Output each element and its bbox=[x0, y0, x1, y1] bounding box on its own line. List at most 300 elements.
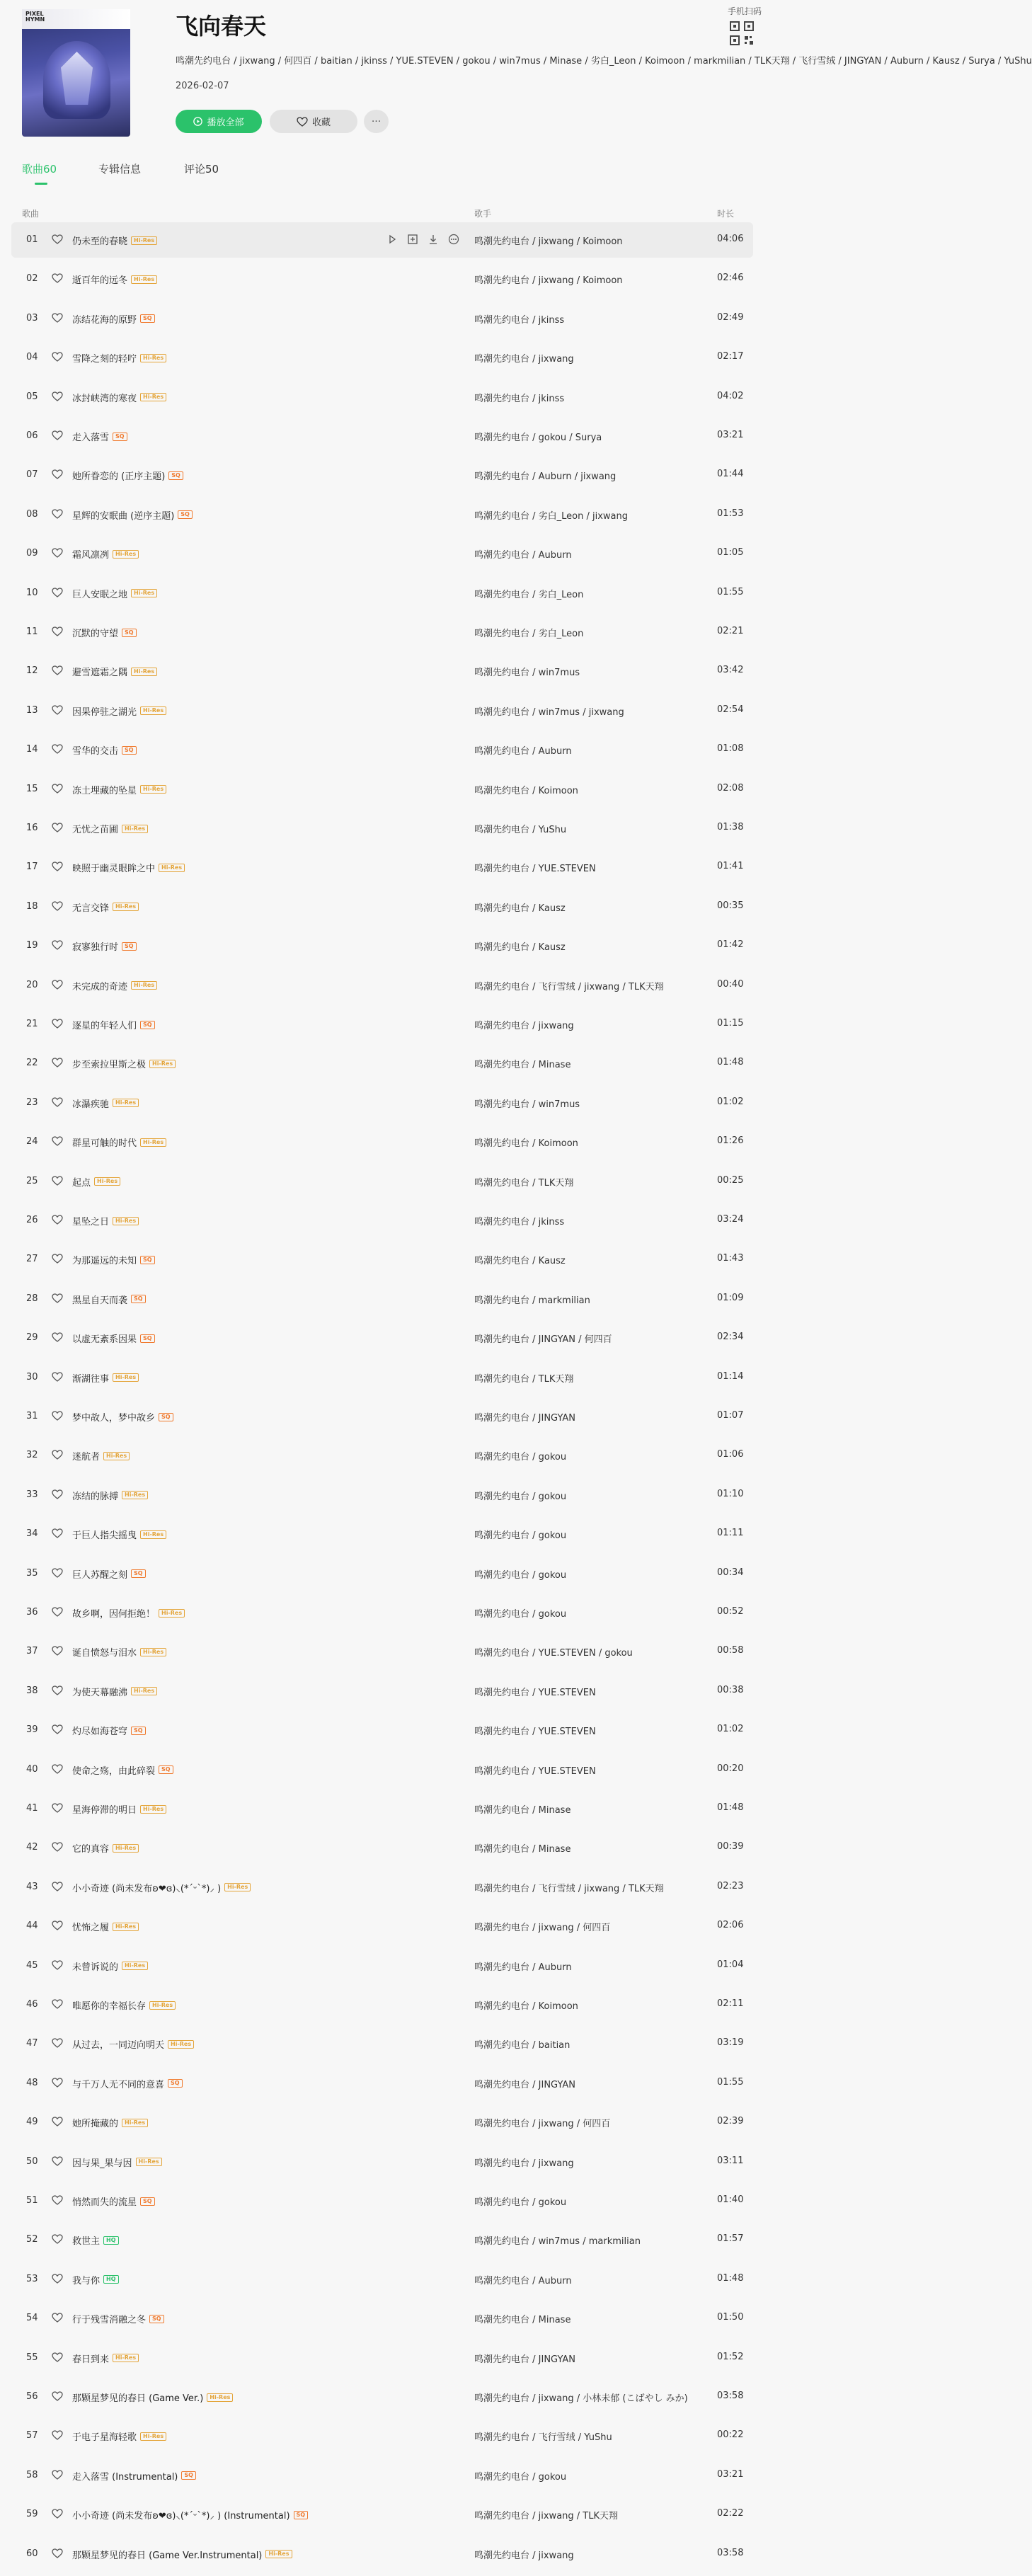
heart-icon[interactable] bbox=[52, 2273, 63, 2284]
song-title-cell[interactable] bbox=[72, 430, 127, 443]
song-singer[interactable]: 鸣潮先约电台 / win7mus bbox=[474, 1099, 580, 1110]
song-row[interactable] bbox=[11, 1242, 753, 1277]
song-row[interactable] bbox=[11, 2536, 753, 2572]
song-singer[interactable]: 鸣潮先约电台 / win7mus / markmilian bbox=[474, 2236, 641, 2248]
song-singer[interactable]: 鸣潮先约电台 / gokou bbox=[474, 2471, 567, 2483]
song-title[interactable]: 我与你 bbox=[72, 2275, 101, 2286]
heart-icon[interactable] bbox=[52, 351, 63, 362]
heart-icon[interactable] bbox=[52, 2077, 63, 2088]
song-title-cell[interactable] bbox=[72, 2233, 119, 2247]
song-row[interactable] bbox=[11, 1046, 753, 1081]
song-title-cell[interactable] bbox=[72, 1567, 146, 1581]
song-title-cell[interactable] bbox=[72, 273, 157, 286]
heart-icon[interactable] bbox=[52, 469, 63, 480]
add-icon[interactable] bbox=[406, 232, 420, 246]
song-singer[interactable]: 鸣潮先约电台 / YUE.STEVEN bbox=[474, 1727, 596, 1738]
song-title[interactable]: 起点 bbox=[72, 1177, 91, 1189]
song-singer[interactable]: 鸣潮先约电台 / jixwang bbox=[474, 354, 574, 365]
song-singer[interactable]: 鸣潮先约电台 / 飞行雪绒 / jixwang / TLK天翔 bbox=[474, 981, 664, 992]
song-title[interactable]: 雪华的交击 bbox=[72, 746, 119, 757]
song-title-cell[interactable] bbox=[72, 1371, 139, 1385]
song-singer[interactable]: 鸣潮先约电台 / Auburn bbox=[474, 550, 572, 561]
tab-album-info[interactable]: 专辑信息 bbox=[98, 163, 142, 176]
song-row[interactable] bbox=[11, 811, 753, 846]
song-title[interactable]: 未完成的奇迹 bbox=[72, 981, 128, 992]
song-singer[interactable]: 鸣潮先约电台 / YuShu bbox=[474, 825, 567, 835]
song-singer[interactable]: 鸣潮先约电台 / Minase bbox=[474, 2315, 571, 2326]
song-title[interactable]: 沉默的守望 bbox=[72, 629, 119, 639]
song-title[interactable]: 雪降之刻的轻咛 bbox=[72, 354, 137, 365]
song-title[interactable]: 于巨人指尖摇曳 bbox=[72, 1530, 137, 1542]
song-title-cell[interactable] bbox=[72, 1841, 139, 1855]
song-row[interactable] bbox=[11, 536, 753, 571]
song-row[interactable] bbox=[11, 1399, 753, 1434]
heart-icon[interactable] bbox=[52, 2312, 63, 2323]
song-row[interactable] bbox=[11, 2105, 753, 2140]
heart-icon[interactable] bbox=[52, 743, 63, 755]
song-row[interactable] bbox=[11, 576, 753, 611]
song-singer[interactable]: 鸣潮先约电台 / markmilian bbox=[474, 1295, 590, 1306]
song-singer[interactable]: 鸣潮先约电台 / jkinss bbox=[474, 314, 565, 326]
song-title-cell[interactable] bbox=[72, 822, 148, 835]
song-singer[interactable]: 鸣潮先约电台 / Minase bbox=[474, 1060, 571, 1071]
song-singer[interactable]: 鸣潮先约电台 / Kausz bbox=[474, 942, 566, 954]
song-row[interactable] bbox=[11, 1870, 753, 1905]
song-title-cell[interactable] bbox=[72, 1410, 173, 1424]
song-row[interactable] bbox=[11, 849, 753, 885]
song-title-cell[interactable] bbox=[72, 2273, 119, 2286]
song-row[interactable] bbox=[11, 261, 753, 297]
heart-icon[interactable] bbox=[52, 430, 63, 441]
song-title[interactable]: 唯愿你的幸福长存 bbox=[72, 2001, 147, 2012]
song-title[interactable]: 因果停驻之湖光 bbox=[72, 706, 137, 718]
song-singer[interactable]: 鸣潮先约电台 / JINGYAN bbox=[474, 2079, 576, 2090]
heart-icon[interactable] bbox=[52, 2469, 63, 2480]
heart-icon[interactable] bbox=[52, 1645, 63, 1656]
song-singer[interactable]: 鸣潮先约电台 / YUE.STEVEN bbox=[474, 1687, 596, 1698]
heart-icon[interactable] bbox=[52, 1175, 63, 1186]
song-row[interactable] bbox=[11, 968, 753, 1003]
song-title-cell[interactable] bbox=[72, 743, 137, 757]
song-title[interactable]: 从过去，一同迈向明天 bbox=[72, 2040, 165, 2051]
favorite-button[interactable] bbox=[270, 110, 357, 133]
song-title-cell[interactable] bbox=[72, 704, 166, 718]
play-icon[interactable] bbox=[385, 232, 399, 246]
song-row[interactable] bbox=[11, 340, 753, 375]
song-title[interactable]: 忧怖之履 bbox=[72, 1923, 110, 1934]
heart-icon[interactable] bbox=[52, 1841, 63, 1853]
song-title-cell[interactable] bbox=[72, 1920, 139, 1933]
song-title-cell[interactable] bbox=[72, 1135, 166, 1149]
heart-icon[interactable] bbox=[52, 1018, 63, 1029]
song-title[interactable]: 无忧之苗圃 bbox=[72, 825, 119, 835]
song-row[interactable] bbox=[11, 1007, 753, 1042]
song-title-cell[interactable] bbox=[72, 2156, 162, 2169]
song-singer[interactable]: 鸣潮先约电台 / baitian bbox=[474, 2040, 571, 2051]
song-row[interactable] bbox=[11, 1360, 753, 1395]
album-artists[interactable]: 鸣潮先约电台 / jixwang / 何四百 / baitian / jkinss / YUE.STEVEN / gokou / win7mus / Minase / 劣白_Leon / Koimoon / markmilian / TLK天翔 / 飞行雪绒 / JINGYAN / Auburn / Kausz / Surya / YuShu bbox=[176, 56, 1032, 67]
song-title-cell[interactable] bbox=[72, 1645, 166, 1659]
song-title[interactable]: 她所眷恋的 (正序主题) bbox=[72, 471, 166, 483]
song-title-cell[interactable] bbox=[72, 1018, 155, 1031]
song-row[interactable] bbox=[11, 1673, 753, 1709]
song-row[interactable] bbox=[11, 1556, 753, 1591]
song-row[interactable] bbox=[11, 1712, 753, 1748]
song-title[interactable]: 无言交锋 bbox=[72, 903, 110, 914]
song-title[interactable]: 小小奇迹 (尚未发布ʚ❤︎ɞ)⸜(*ˊᵕˋ*)⸝ ) bbox=[72, 1883, 222, 1894]
song-row[interactable] bbox=[11, 1595, 753, 1630]
song-title-cell[interactable] bbox=[72, 1293, 146, 1306]
song-title-cell[interactable] bbox=[72, 1802, 166, 1816]
heart-icon[interactable] bbox=[52, 312, 63, 324]
song-title[interactable]: 迷航者 bbox=[72, 1452, 101, 1463]
song-singer[interactable]: 鸣潮先约电台 / Auburn / jixwang bbox=[474, 471, 617, 483]
song-title-cell[interactable] bbox=[72, 1253, 155, 1266]
song-title-cell[interactable] bbox=[72, 1763, 173, 1777]
song-row[interactable] bbox=[11, 1948, 753, 1983]
song-singer[interactable]: 鸣潮先约电台 / gokou / Surya bbox=[474, 433, 602, 443]
song-row[interactable] bbox=[11, 2262, 753, 2297]
song-title-cell[interactable] bbox=[72, 1332, 155, 1345]
heart-icon[interactable] bbox=[52, 1489, 63, 1500]
song-title[interactable]: 以虚无紊系因果 bbox=[72, 1334, 137, 1346]
song-title[interactable]: 走入落雪 bbox=[72, 433, 110, 443]
song-row[interactable] bbox=[11, 732, 753, 767]
song-row[interactable] bbox=[11, 2222, 753, 2257]
song-singer[interactable]: 鸣潮先约电台 / TLK天翔 bbox=[474, 1373, 574, 1385]
song-row[interactable] bbox=[11, 1477, 753, 1513]
song-singer[interactable]: 鸣潮先约电台 / jixwang / 小林未郁 (こばやし みか) bbox=[474, 2393, 688, 2404]
song-title[interactable]: 使命之殇，由此碎裂 bbox=[72, 1765, 156, 1777]
song-title[interactable]: 为使天幕融沸 bbox=[72, 1687, 128, 1698]
song-singer[interactable]: 鸣潮先约电台 / JINGYAN bbox=[474, 1413, 576, 1424]
song-title-cell[interactable] bbox=[72, 2429, 166, 2443]
song-singer[interactable]: 鸣潮先约电台 / Auburn bbox=[474, 2275, 572, 2286]
song-row[interactable] bbox=[11, 1908, 753, 1944]
song-singer[interactable]: 鸣潮先约电台 / win7mus bbox=[474, 668, 580, 679]
heart-icon[interactable] bbox=[52, 234, 63, 245]
heart-icon[interactable] bbox=[52, 900, 63, 912]
song-title-cell[interactable] bbox=[72, 234, 157, 247]
song-title-cell[interactable] bbox=[72, 1057, 176, 1070]
heart-icon[interactable] bbox=[52, 861, 63, 872]
song-title[interactable]: 霜风凛冽 bbox=[72, 550, 110, 561]
song-title[interactable]: 冰瀑疾驰 bbox=[72, 1099, 110, 1110]
song-title[interactable]: 悄然而失的流星 bbox=[72, 2197, 137, 2208]
song-title[interactable]: 诞自愤怒与泪水 bbox=[72, 1648, 137, 1659]
song-title[interactable]: 步至索拉里斯之极 bbox=[72, 1060, 147, 1071]
heart-icon[interactable] bbox=[52, 273, 63, 284]
song-row[interactable] bbox=[11, 889, 753, 925]
song-title[interactable]: 行于残雪消融之冬 bbox=[72, 2315, 147, 2326]
song-title[interactable]: 星坠之日 bbox=[72, 1217, 110, 1227]
song-title-cell[interactable] bbox=[72, 1959, 148, 1973]
song-title[interactable]: 冻土埋藏的坠星 bbox=[72, 785, 137, 796]
heart-icon[interactable] bbox=[52, 1293, 63, 1304]
song-singer[interactable]: 鸣潮先约电台 / jixwang / Koimoon bbox=[474, 236, 623, 247]
heart-icon[interactable] bbox=[52, 2037, 63, 2049]
heart-icon[interactable] bbox=[52, 1449, 63, 1460]
song-title-cell[interactable] bbox=[72, 469, 183, 482]
song-singer[interactable]: 鸣潮先约电台 / 飞行雪绒 / jixwang / TLK天翔 bbox=[474, 1883, 664, 1894]
song-row[interactable] bbox=[11, 1752, 753, 1787]
song-row[interactable] bbox=[11, 653, 753, 689]
song-singer[interactable]: 鸣潮先约电台 / YUE.STEVEN / gokou bbox=[474, 1648, 633, 1659]
song-singer[interactable]: 鸣潮先约电台 / 劣白_Leon / jixwang bbox=[474, 510, 629, 522]
song-title-cell[interactable] bbox=[72, 900, 139, 914]
song-row[interactable] bbox=[11, 418, 753, 454]
more-icon[interactable] bbox=[447, 232, 461, 246]
song-title-cell[interactable] bbox=[72, 312, 155, 326]
song-title[interactable]: 冻结的脉搏 bbox=[72, 1491, 119, 1502]
song-title-cell[interactable] bbox=[72, 508, 193, 522]
song-title-cell[interactable] bbox=[72, 861, 185, 874]
heart-icon[interactable] bbox=[52, 1685, 63, 1696]
heart-icon[interactable] bbox=[52, 665, 63, 676]
song-row[interactable] bbox=[11, 2418, 753, 2454]
song-title[interactable]: 黑星自天而袭 bbox=[72, 1295, 128, 1306]
album-cover[interactable] bbox=[22, 9, 130, 137]
song-title-cell[interactable] bbox=[72, 2116, 148, 2129]
song-row[interactable] bbox=[11, 301, 753, 336]
song-row[interactable] bbox=[11, 1124, 753, 1160]
song-row[interactable] bbox=[11, 2301, 753, 2336]
song-title[interactable]: 巨人安眠之地 bbox=[72, 589, 128, 600]
song-title-cell[interactable] bbox=[72, 1998, 176, 2012]
song-singer[interactable]: 鸣潮先约电台 / TLK天翔 bbox=[474, 1177, 574, 1189]
heart-icon[interactable] bbox=[52, 1057, 63, 1068]
song-title[interactable]: 避雪遮霜之隅 bbox=[72, 668, 128, 679]
song-row[interactable] bbox=[11, 379, 753, 415]
song-row[interactable] bbox=[11, 222, 753, 258]
heart-icon[interactable] bbox=[52, 1998, 63, 2010]
song-title-cell[interactable] bbox=[72, 2312, 164, 2325]
heart-icon[interactable] bbox=[52, 2508, 63, 2519]
song-singer[interactable]: 鸣潮先约电台 / Auburn bbox=[474, 746, 572, 757]
heart-icon[interactable] bbox=[52, 2429, 63, 2441]
song-row[interactable] bbox=[11, 2458, 753, 2493]
song-row[interactable] bbox=[11, 2183, 753, 2219]
song-singer[interactable]: 鸣潮先约电台 / gokou bbox=[474, 2197, 567, 2208]
song-singer[interactable]: 鸣潮先约电台 / YUE.STEVEN bbox=[474, 864, 596, 875]
heart-icon[interactable] bbox=[52, 508, 63, 520]
song-row[interactable] bbox=[11, 1281, 753, 1317]
song-row[interactable] bbox=[11, 1438, 753, 1473]
song-title-cell[interactable] bbox=[72, 351, 166, 365]
song-title-cell[interactable] bbox=[72, 2037, 194, 2051]
song-title[interactable]: 逝百年的远冬 bbox=[72, 275, 128, 287]
heart-icon[interactable] bbox=[52, 2116, 63, 2127]
song-title[interactable]: 与千万人无不同的意喜 bbox=[72, 2079, 165, 2090]
song-singer[interactable]: 鸣潮先约电台 / JINGYAN / 何四百 bbox=[474, 1334, 612, 1346]
song-title[interactable]: 巨人苏醒之刻 bbox=[72, 1569, 128, 1581]
heart-icon[interactable] bbox=[52, 2548, 63, 2559]
song-singer[interactable]: 鸣潮先约电台 / Auburn bbox=[474, 1962, 572, 1973]
song-row[interactable] bbox=[11, 1516, 753, 1552]
heart-icon[interactable] bbox=[52, 1763, 63, 1775]
song-title-cell[interactable] bbox=[72, 2508, 308, 2521]
song-singer[interactable]: 鸣潮先约电台 / jkinss bbox=[474, 1217, 565, 1227]
heart-icon[interactable] bbox=[52, 587, 63, 598]
heart-icon[interactable] bbox=[52, 2233, 63, 2245]
song-title-cell[interactable] bbox=[72, 587, 157, 600]
song-singer[interactable]: 鸣潮先约电台 / Koimoon bbox=[474, 2001, 578, 2012]
song-title-cell[interactable] bbox=[72, 1175, 120, 1189]
song-row[interactable] bbox=[11, 772, 753, 807]
song-title[interactable]: 未曾诉说的 bbox=[72, 1962, 119, 1973]
heart-icon[interactable] bbox=[52, 1214, 63, 1225]
song-title[interactable]: 小小奇迹 (尚未发布ʚ❤︎ɞ)⸜(*ˊᵕˋ*)⸝ ) (Instrumental) bbox=[72, 2511, 290, 2522]
song-title-cell[interactable] bbox=[72, 1724, 146, 1737]
song-title[interactable]: 于电子星海轻歌 bbox=[72, 2432, 137, 2444]
song-title-cell[interactable] bbox=[72, 2352, 139, 2365]
song-singer[interactable]: 鸣潮先约电台 / YUE.STEVEN bbox=[474, 1765, 596, 1777]
play-all-button[interactable] bbox=[176, 110, 262, 133]
song-title[interactable]: 救世主 bbox=[72, 2236, 101, 2248]
song-title[interactable]: 星海停滞的明日 bbox=[72, 1805, 137, 1816]
song-title[interactable]: 它的真容 bbox=[72, 1844, 110, 1855]
song-title-cell[interactable] bbox=[72, 1881, 251, 1894]
song-title[interactable]: 星辉的安眠曲 (逆序主题) bbox=[72, 510, 175, 522]
song-title-cell[interactable] bbox=[72, 547, 139, 561]
heart-icon[interactable] bbox=[52, 2391, 63, 2402]
heart-icon[interactable] bbox=[52, 1881, 63, 1892]
song-singer[interactable]: 鸣潮先约电台 / Minase bbox=[474, 1844, 571, 1855]
song-singer[interactable]: 鸣潮先约电台 / jixwang / Koimoon bbox=[474, 275, 623, 287]
song-row[interactable] bbox=[11, 1085, 753, 1121]
qr-code-icon[interactable] bbox=[729, 21, 755, 46]
song-title-cell[interactable] bbox=[72, 2194, 155, 2208]
song-title-cell[interactable] bbox=[72, 1606, 185, 1620]
song-title[interactable]: 那颗星梦见的春日 (Game Ver.) bbox=[72, 2393, 204, 2404]
song-title-cell[interactable] bbox=[72, 626, 137, 639]
heart-icon[interactable] bbox=[52, 1802, 63, 1814]
song-row[interactable] bbox=[11, 2379, 753, 2415]
heart-icon[interactable] bbox=[52, 783, 63, 794]
song-singer[interactable]: 鸣潮先约电台 / Kausz bbox=[474, 903, 566, 914]
song-title[interactable]: 为那遥远的未知 bbox=[72, 1256, 137, 1267]
heart-icon[interactable] bbox=[52, 1959, 63, 1971]
song-title[interactable]: 梦中故人，梦中故乡 bbox=[72, 1413, 156, 1424]
song-title[interactable]: 仍未至的春晓 bbox=[72, 236, 128, 247]
song-title-cell[interactable] bbox=[72, 783, 166, 796]
song-row[interactable] bbox=[11, 1203, 753, 1238]
song-singer[interactable]: 鸣潮先约电台 / jixwang / 何四百 bbox=[474, 2119, 611, 2130]
song-singer[interactable]: 鸣潮先约电台 / jixwang bbox=[474, 2158, 574, 2169]
song-title[interactable]: 渐湖往事 bbox=[72, 1373, 110, 1385]
song-title[interactable]: 群星可触的时代 bbox=[72, 1138, 137, 1150]
song-singer[interactable]: 鸣潮先约电台 / gokou bbox=[474, 1452, 567, 1463]
song-singer[interactable]: 鸣潮先约电台 / Minase bbox=[474, 1805, 571, 1816]
song-title-cell[interactable] bbox=[72, 2469, 196, 2483]
song-title-cell[interactable] bbox=[72, 391, 166, 404]
song-row[interactable] bbox=[11, 2066, 753, 2101]
song-singer[interactable]: 鸣潮先约电台 / jkinss bbox=[474, 393, 565, 404]
song-singer[interactable]: 鸣潮先约电台 / gokou bbox=[474, 1491, 567, 1502]
song-row[interactable] bbox=[11, 1987, 753, 2022]
song-row[interactable] bbox=[11, 497, 753, 532]
song-singer[interactable]: 鸣潮先约电台 / win7mus / jixwang bbox=[474, 706, 624, 718]
song-title-cell[interactable] bbox=[72, 1097, 139, 1110]
song-singer[interactable]: 鸣潮先约电台 / gokou bbox=[474, 1530, 567, 1542]
heart-icon[interactable] bbox=[52, 1410, 63, 1421]
song-row[interactable] bbox=[11, 928, 753, 963]
song-singer[interactable]: 鸣潮先约电台 / JINGYAN bbox=[474, 2354, 576, 2365]
song-singer[interactable]: 鸣潮先约电台 / 飞行雪绒 / YuShu bbox=[474, 2432, 612, 2444]
song-row[interactable] bbox=[11, 2340, 753, 2376]
song-singer[interactable]: 鸣潮先约电台 / jixwang bbox=[474, 2550, 574, 2561]
song-singer[interactable]: 鸣潮先约电台 / jixwang / 何四百 bbox=[474, 1923, 611, 1934]
song-title[interactable]: 冻结花海的原野 bbox=[72, 314, 137, 326]
heart-icon[interactable] bbox=[52, 1253, 63, 1264]
song-title[interactable]: 故乡啊，因何拒绝！ bbox=[72, 1609, 156, 1620]
song-singer[interactable]: 鸣潮先约电台 / jixwang bbox=[474, 1021, 574, 1031]
song-title[interactable]: 映照于幽灵眼眸之中 bbox=[72, 864, 156, 875]
song-title[interactable]: 走入落雪 (Instrumental) bbox=[72, 2471, 178, 2483]
song-row[interactable] bbox=[11, 1634, 753, 1669]
song-title-cell[interactable] bbox=[72, 2391, 233, 2404]
song-title-cell[interactable] bbox=[72, 2548, 292, 2561]
more-button[interactable] bbox=[364, 110, 389, 133]
song-singer[interactable]: 鸣潮先约电台 / jixwang / TLK天翔 bbox=[474, 2511, 619, 2522]
heart-icon[interactable] bbox=[52, 391, 63, 402]
song-title-cell[interactable] bbox=[72, 1528, 166, 1541]
song-row[interactable] bbox=[11, 1830, 753, 1865]
heart-icon[interactable] bbox=[52, 1135, 63, 1147]
song-row[interactable] bbox=[11, 2026, 753, 2061]
heart-icon[interactable] bbox=[52, 1371, 63, 1383]
song-title[interactable]: 逐星的年轻人们 bbox=[72, 1021, 137, 1031]
song-title-cell[interactable] bbox=[72, 665, 157, 678]
song-title[interactable]: 因与果_果与因 bbox=[72, 2158, 132, 2169]
tab-comments[interactable]: 评论50 bbox=[184, 163, 219, 176]
song-title[interactable]: 冰封峡湾的寒夜 bbox=[72, 393, 137, 404]
song-singer[interactable]: 鸣潮先约电台 / gokou bbox=[474, 1609, 567, 1620]
song-title[interactable]: 春日到来 bbox=[72, 2354, 110, 2365]
song-title-cell[interactable] bbox=[72, 1489, 148, 1502]
song-title[interactable]: 她所掩藏的 bbox=[72, 2119, 119, 2130]
heart-icon[interactable] bbox=[52, 822, 63, 833]
song-singer[interactable]: 鸣潮先约电台 / 劣白_Leon bbox=[474, 589, 584, 600]
song-row[interactable] bbox=[11, 457, 753, 493]
song-singer[interactable]: 鸣潮先约电台 / Koimoon bbox=[474, 1138, 578, 1150]
song-title-cell[interactable] bbox=[72, 2077, 183, 2090]
song-singer[interactable]: 鸣潮先约电台 / Kausz bbox=[474, 1256, 566, 1267]
heart-icon[interactable] bbox=[52, 547, 63, 559]
heart-icon[interactable] bbox=[52, 1567, 63, 1579]
heart-icon[interactable] bbox=[52, 704, 63, 716]
heart-icon[interactable] bbox=[52, 1097, 63, 1108]
song-row[interactable] bbox=[11, 2144, 753, 2180]
song-singer[interactable]: 鸣潮先约电台 / 劣白_Leon bbox=[474, 629, 584, 639]
heart-icon[interactable] bbox=[52, 2194, 63, 2206]
heart-icon[interactable] bbox=[52, 1724, 63, 1735]
song-title[interactable]: 寂寥独行时 bbox=[72, 942, 119, 954]
song-row[interactable] bbox=[11, 1164, 753, 1199]
song-row[interactable] bbox=[11, 614, 753, 650]
song-singer[interactable]: 鸣潮先约电台 / Koimoon bbox=[474, 785, 578, 796]
song-title-cell[interactable] bbox=[72, 1449, 130, 1462]
song-row[interactable] bbox=[11, 2497, 753, 2532]
heart-icon[interactable] bbox=[52, 2352, 63, 2363]
heart-icon[interactable] bbox=[52, 979, 63, 990]
song-title-cell[interactable] bbox=[72, 939, 137, 953]
heart-icon[interactable] bbox=[52, 2156, 63, 2167]
heart-icon[interactable] bbox=[52, 626, 63, 637]
song-title-cell[interactable] bbox=[72, 1685, 157, 1698]
heart-icon[interactable] bbox=[52, 1528, 63, 1539]
tab-songs[interactable]: 歌曲60 bbox=[22, 163, 57, 176]
